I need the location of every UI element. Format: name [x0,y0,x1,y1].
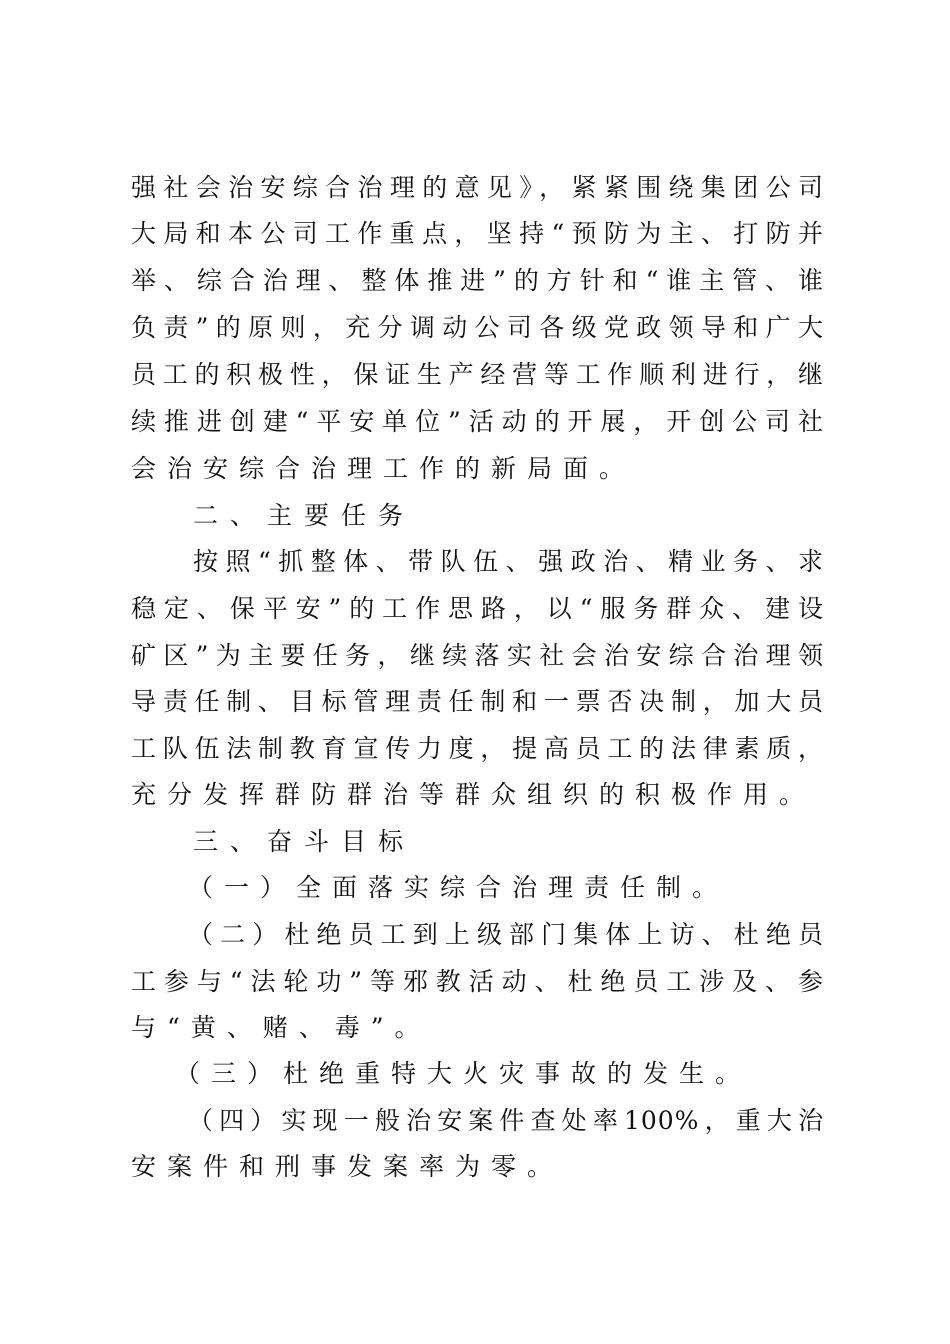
section-heading-main-tasks: 二、主要任务 [193,501,416,530]
body-text-line: 员工的积极性，保证生产经营等工作顺利进行，继 [131,360,824,389]
body-text-line: 安案件和刑事发案率为零。 [131,1152,564,1181]
section-heading-goals: 三、奋斗目标 [193,827,416,856]
body-text-line: 会治安综合治理工作的新局面。 [131,454,636,483]
body-text-line: 稳定、保平安”的工作思路，以“服务群众、建设 [131,594,824,623]
body-text-line: 大局和本公司工作重点，坚持“预防为主、打防并 [131,219,824,248]
body-text-line: 充分发挥群防群治等群众组织的积极作用。 [131,780,816,809]
goal-item: （一）全面落实综合治理责任制。 [188,873,729,902]
body-text-line: 续推进创建“平安单位”活动的开展，开创公司社 [131,407,824,436]
body-text-line: 矿区”为主要任务，继续落实社会治安综合治理领 [131,641,824,670]
goal-item: （四）实现一般治安案件查处率100%，重大治 [188,1106,824,1135]
body-text-line: 与“黄、赌、毒”。 [131,1013,431,1042]
body-text-line: 强社会治安综合治理的意见》，紧紧围绕集团公司 [131,173,824,202]
body-text-line: 举、综合治理、整体推进”的方针和“谁主管、谁 [131,266,824,295]
goal-item: （三）杜绝重特大火灾事故的发生。 [175,1059,752,1088]
body-text-line: 工参与“法轮功”等邪教活动、杜绝员工涉及、参 [131,967,824,996]
body-text-line: 工队伍法制教育宣传力度，提高员工的法律素质， [131,734,824,763]
body-text-line: 按照“抓整体、带队伍、强政治、精业务、求 [193,547,824,576]
body-text-line: 负责”的原则，充分调动公司各级党政领导和广大 [131,313,824,342]
body-text-line: 导责任制、目标管理责任制和一票否决制，加大员 [131,687,824,716]
goal-item: （二）杜绝员工到上级部门集体上访、杜绝员 [188,920,824,949]
